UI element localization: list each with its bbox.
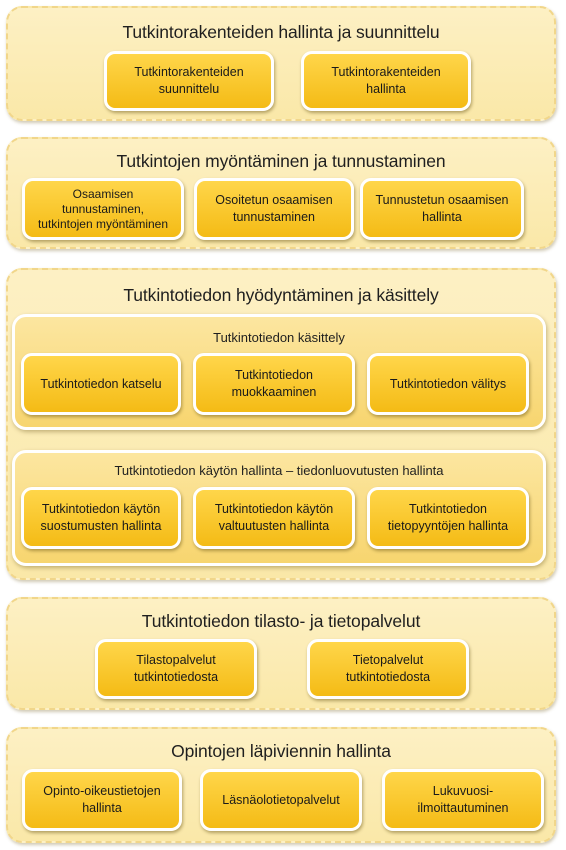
group-title: Tutkintojen myöntäminen ja tunnustaminen	[116, 151, 446, 171]
box-tilastopalvelut[interactable]: Tilastopalvelut tutkintotiedosta	[95, 639, 257, 699]
box-tutkintorakenteiden-suunnittelu[interactable]: Tutkintorakenteiden suunnittelu	[104, 51, 274, 111]
subgroup-title: Tutkintotiedon käytön hallinta – tiedonluovutusten hallinta	[114, 463, 444, 478]
subgroup-kasittely	[12, 314, 546, 430]
box-osaamisen-tunnustaminen[interactable]: Osaamisen tunnustaminen, tutkintojen myöntäminen	[22, 178, 184, 240]
box-suostumusten-hallinta[interactable]: Tutkintotiedon käytön suostumusten hallinta	[21, 487, 181, 549]
box-opinto-oikeustietojen-hallinta[interactable]: Opinto-oikeustietojen hallinta	[22, 769, 182, 831]
group-title: Tutkintotiedon hyödyntäminen ja käsittely	[123, 285, 439, 305]
box-tutkintotiedon-muokkaaminen[interactable]: Tutkintotiedon muokkaaminen	[193, 353, 355, 415]
group-title: Tutkintotiedon tilasto- ja tietopalvelut	[141, 611, 421, 631]
box-tutkintotiedon-valitys[interactable]: Tutkintotiedon välitys	[367, 353, 529, 415]
box-valtuutusten-hallinta[interactable]: Tutkintotiedon käytön valtuutusten hallinta	[193, 487, 355, 549]
group-tutkintorakenteet	[6, 6, 556, 121]
group-title: Opintojen läpiviennin hallinta	[171, 741, 391, 761]
box-tietopyyntojen-hallinta[interactable]: Tutkintotiedon tietopyyntöjen hallinta	[367, 487, 529, 549]
group-lapivienti	[6, 727, 556, 843]
group-myontaminen	[6, 137, 556, 249]
box-lasnaolotietopalvelut[interactable]: Läsnäolotietopalvelut	[200, 769, 362, 831]
box-lukuvuosi-ilmoittautuminen[interactable]: Lukuvuosi- ilmoittautuminen	[382, 769, 544, 831]
group-tilastopalvelut	[6, 597, 556, 710]
subgroup-kayton-hallinta	[12, 450, 546, 566]
group-hyodyntaminen	[6, 268, 556, 580]
subgroup-title: Tutkintotiedon käsittely	[213, 330, 345, 345]
box-tutkintotiedon-katselu[interactable]: Tutkintotiedon katselu	[21, 353, 181, 415]
group-title: Tutkintorakenteiden hallinta ja suunnittelu	[122, 22, 440, 42]
box-tutkintorakenteiden-hallinta[interactable]: Tutkintorakenteiden hallinta	[301, 51, 471, 111]
box-tietopalvelut[interactable]: Tietopalvelut tutkintotiedosta	[307, 639, 469, 699]
box-osoitetun-osaamisen-tunnustaminen[interactable]: Osoitetun osaamisen tunnustaminen	[194, 178, 354, 240]
box-tunnustetun-osaamisen-hallinta[interactable]: Tunnustetun osaamisen hallinta	[360, 178, 524, 240]
